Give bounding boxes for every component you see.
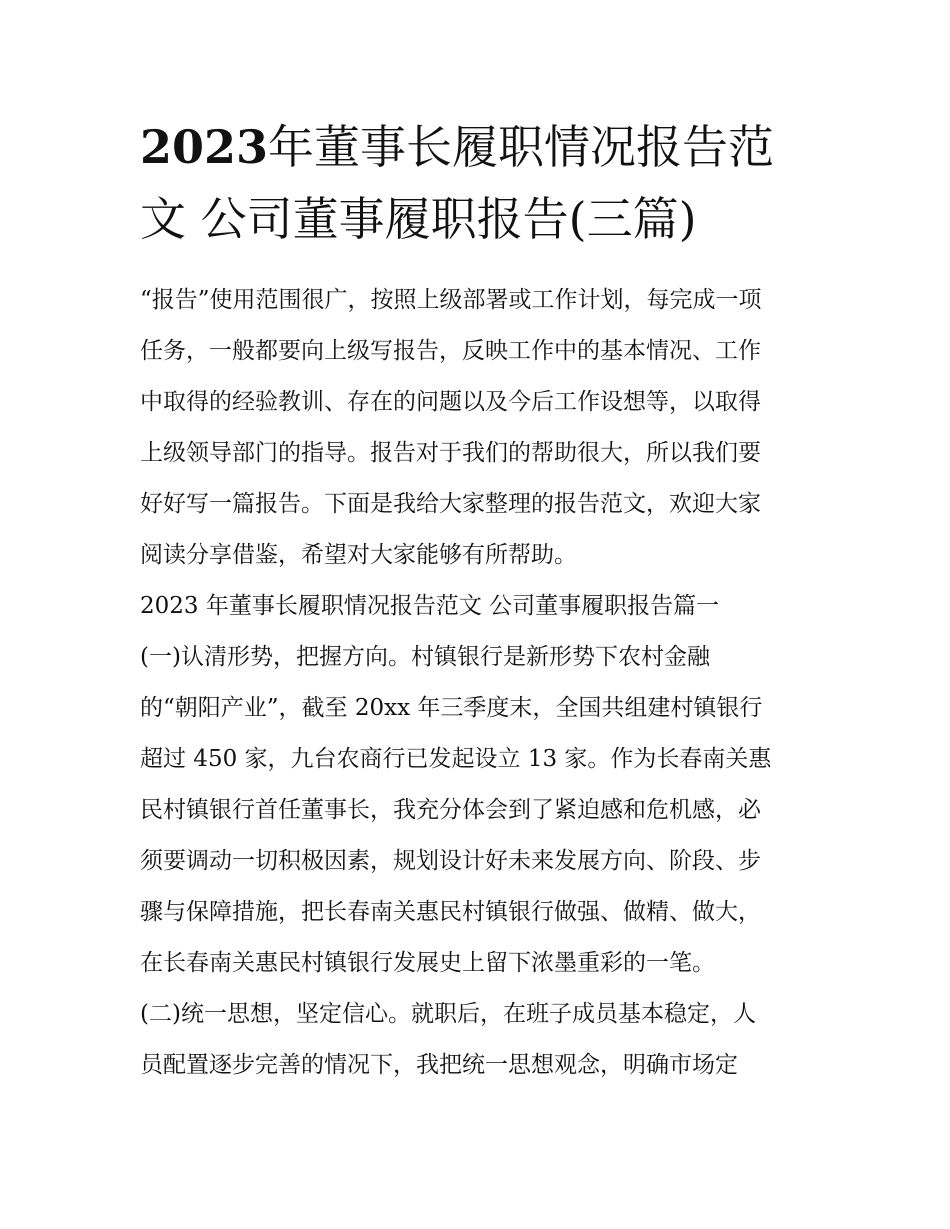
- body-line-6: 阅读分享借鉴，希望对大家能够有所帮助。: [140, 542, 577, 568]
- body-line-3: 中取得的经验教训、存在的问题以及今后工作设想等，以取得: [140, 389, 761, 415]
- body-line-2: 任务，一般都要向上级写报告，反映工作中的基本情况、工作: [140, 338, 761, 364]
- section-heading: 2023 年董事长履职情况报告范文 公司董事履职报告篇一: [140, 593, 720, 619]
- body-line-9: 的“朝阳产业”，截至 20xx 年三季度末，全国共组建村镇银行: [140, 695, 763, 721]
- body-line-13: 骤与保障措施，把长春南关惠民村镇银行做强、做精、做大，: [140, 899, 761, 925]
- body-line-11: 民村镇银行首任董事长，我充分体会到了紧迫感和危机感，必: [140, 797, 761, 823]
- title-text: 年董事长履职情况报告范: [268, 120, 775, 174]
- body-line-4: 上级领导部门的指导。报告对于我们的帮助很大，所以我们要: [140, 440, 761, 466]
- body-line-14: 在长春南关惠民村镇银行发展史上留下浓墨重彩的一笔。: [140, 950, 715, 976]
- body-line-1: “报告”使用范围很广，按照上级部署或工作计划，每完成一项: [140, 287, 762, 313]
- body-line-8: (一)认清形势，把握方向。村镇银行是新形势下农村金融: [140, 644, 710, 670]
- document-title-line-1: [140, 120, 830, 174]
- body-line-16: 员配置逐步完善的情况下，我把统一思想观念，明确市场定: [140, 1052, 738, 1078]
- body-line-5: 好好写一篇报告。下面是我给大家整理的报告范文，欢迎大家: [140, 491, 761, 517]
- body-line-10: 超过 450 家，九台农商行已发起设立 13 家。作为长春南关惠: [140, 746, 772, 772]
- title-year: 2023: [140, 120, 269, 174]
- body-line-15: (二)统一思想，坚定信心。就职后，在班子成员基本稳定，人: [140, 1001, 756, 1027]
- document-title-line-2: 文 公司董事履职报告(三篇): [140, 192, 697, 246]
- body-line-12: 须要调动一切积极因素，规划设计好未来发展方向、阶段、步: [140, 848, 761, 874]
